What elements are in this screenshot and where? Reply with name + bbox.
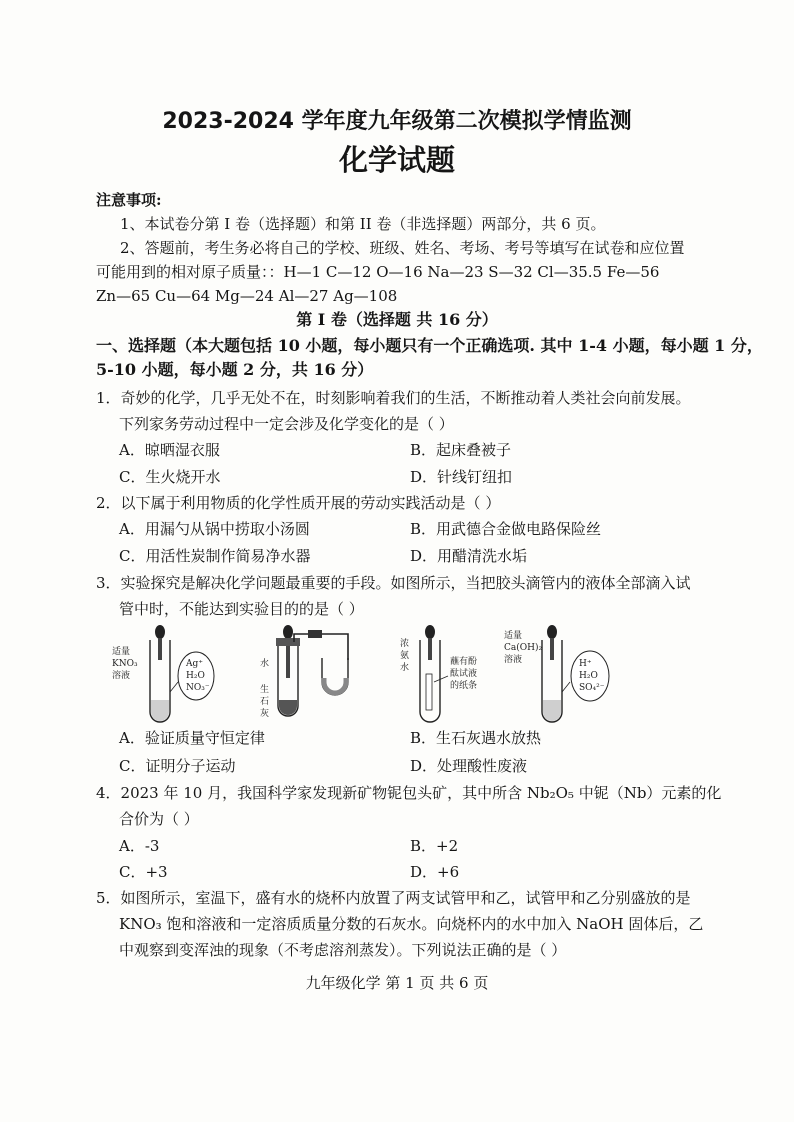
question-4-option-b: B．+2 <box>410 837 459 855</box>
notes-heading: 注意事项: <box>96 191 162 209</box>
question-2-option-a: A．用漏勺从锅中捞取小汤圆 <box>119 520 310 538</box>
question-4-option-d: D．+6 <box>410 863 460 881</box>
fig3-paper-label-2: 酞试液 <box>450 669 478 679</box>
fig1-ion-2: H₂O <box>186 671 205 681</box>
question-4-stem-line-1: 4．2023 年 10 月，我国科学家发现新矿物铌包头矿，其中所含 Nb₂O₅ 中铌（Nb）元素的化 <box>96 784 722 802</box>
question-3-option-d: D．处理酸性废液 <box>410 757 528 775</box>
paper-strip-icon <box>426 674 432 710</box>
fig4-reagent-label-2: Ca(OH)₂ <box>504 643 543 653</box>
question-3-option-b: B．生石灰遇水放热 <box>410 729 542 747</box>
question-5-stem-line-3: 中观察到变浑浊的现象（不考虑溶剂蒸发）。下列说法正确的是（ ） <box>119 941 567 959</box>
question-1-stem-line-1: 1．奇妙的化学，几乎无处不在，时刻影响着我们的生活，不断推动着人类社会向前发展。 <box>96 389 691 407</box>
notes-item-2: 2、答题前，考生务必将自己的学校、班级、姓名、考场、考号等填写在试卷和应位置 <box>120 239 685 257</box>
question-5-stem-line-1: 5．如图所示，室温下，盛有水的烧杯内放置了两支试管甲和乙，试管甲和乙分别盛放的是 <box>96 889 691 907</box>
question-3-stem-line-2: 管中时，不能达到实验目的的是（ ） <box>119 600 364 618</box>
fig1-reagent-label-2: KNO₃ <box>112 659 138 669</box>
dropper-bulb-icon <box>547 625 557 639</box>
fig1-ion-3: NO₃⁻ <box>186 683 210 693</box>
dropper-tube-icon <box>158 638 162 660</box>
question-1-stem-line-2: 下列家务劳动过程中一定会涉及化学变化的是（ ） <box>119 415 454 433</box>
fig3-ammonia-label-3: 水 <box>400 663 410 673</box>
fig4-ion-3: SO₄²⁻ <box>579 683 605 693</box>
fig3-paper-label-1: 蘸有酚 <box>450 657 478 667</box>
question-5-stem-line-2: KNO₃ 饱和溶液和一定溶质质量分数的石灰水。向烧杯内的水中加入 NaOH 固体后，乙 <box>119 915 704 933</box>
question-1-option-c: C．生火烧开水 <box>119 468 221 486</box>
figure-kno3-test-tube <box>108 620 218 725</box>
question-4-option-c: C．+3 <box>119 863 168 881</box>
question-3-option-a: A．验证质量守恒定律 <box>119 729 265 747</box>
fig2-lime-label-2: 石 <box>260 697 270 707</box>
u-tube-liquid <box>324 678 346 693</box>
fig4-reagent-label-1: 适量 <box>504 631 523 641</box>
fig3-ammonia-label-2: 氨 <box>400 651 410 661</box>
page-footer: 九年级化学 第 1 页 共 6 页 <box>305 974 489 992</box>
part1-title: 第 I 卷（选择题 共 16 分） <box>296 310 498 329</box>
figure-caoh2-test-tube <box>500 620 618 725</box>
fig1-reagent-label-1: 适量 <box>112 647 131 657</box>
dropper-bulb-icon <box>155 625 165 639</box>
section-instructions-line-1: 一、选择题（本大题包括 10 小题，每小题只有一个正确选项. 其中 1-4 小题，每小题 1 分， <box>96 336 763 355</box>
quicklime-fill <box>279 700 297 715</box>
dropper-tube-icon <box>550 638 554 660</box>
fig4-ion-2: H₂O <box>579 671 598 681</box>
question-1-option-a: A．晾晒湿衣服 <box>119 441 220 459</box>
question-1-option-d: D．针线钉纽扣 <box>410 468 513 486</box>
question-1-option-b: B．起床叠被子 <box>410 441 512 459</box>
solution-fill <box>543 700 561 721</box>
fig3-paper-label-3: 的纸条 <box>450 681 478 691</box>
atomic-masses-line-2: Zn—65 Cu—64 Mg—24 Al—27 Ag—108 <box>96 287 398 305</box>
fig2-lime-label-1: 生 <box>260 685 270 695</box>
rubber-tube-icon <box>308 630 322 638</box>
fig4-reagent-label-3: 溶液 <box>504 655 523 665</box>
fig2-water-label: 水 <box>260 659 270 669</box>
stopper-icon <box>276 638 300 646</box>
question-4-stem-line-2: 合价为（ ） <box>119 810 199 828</box>
fig3-ammonia-label-1: 浓 <box>400 639 410 649</box>
figure-ammonia-phenolphthalein <box>398 620 508 725</box>
question-2-option-b: B．用武德合金做电路保险丝 <box>410 520 602 538</box>
solution-fill <box>151 700 169 721</box>
section-instructions-line-2: 5-10 小题，每小题 2 分，共 16 分） <box>96 360 374 379</box>
exam-title: 2023-2024 学年度九年级第二次模拟学情监测 <box>162 109 632 134</box>
dropper-tube-icon <box>428 638 432 660</box>
question-2-stem: 2．以下属于利用物质的化学性质开展的劳动实践活动是（ ） <box>96 494 501 512</box>
figure-quicklime-u-tube <box>258 620 373 725</box>
question-3-stem-line-1: 3．实验探究是解决化学问题最重要的手段。如图所示，当把胶头滴管内的液体全部滴入试 <box>96 574 691 592</box>
fig4-ion-1: H⁺ <box>579 659 592 669</box>
notes-item-1: 1、本试卷分第 I 卷（选择题）和第 II 卷（非选择题）两部分，共 6 页。 <box>120 215 606 233</box>
dropper-bulb-icon <box>283 625 293 639</box>
fig2-lime-label-3: 灰 <box>260 709 270 719</box>
atomic-masses-line-1: 可能用到的相对原子质量：：H—1 C—12 O—16 Na—23 S—32 Cl—35.5 Fe—56 <box>96 263 660 281</box>
question-3-option-c: C．证明分子运动 <box>119 757 236 775</box>
question-4-option-a: A．-3 <box>119 837 160 855</box>
dropper-bulb-icon <box>425 625 435 639</box>
fig1-reagent-label-3: 溶液 <box>112 671 131 681</box>
question-2-option-c: C．用活性炭制作简易净水器 <box>119 547 311 565</box>
fig1-ion-1: Ag⁺ <box>186 659 204 669</box>
question-2-option-d: D．用醋清洗水垢 <box>410 547 528 565</box>
exam-subject-title: 化学试题 <box>338 143 455 177</box>
